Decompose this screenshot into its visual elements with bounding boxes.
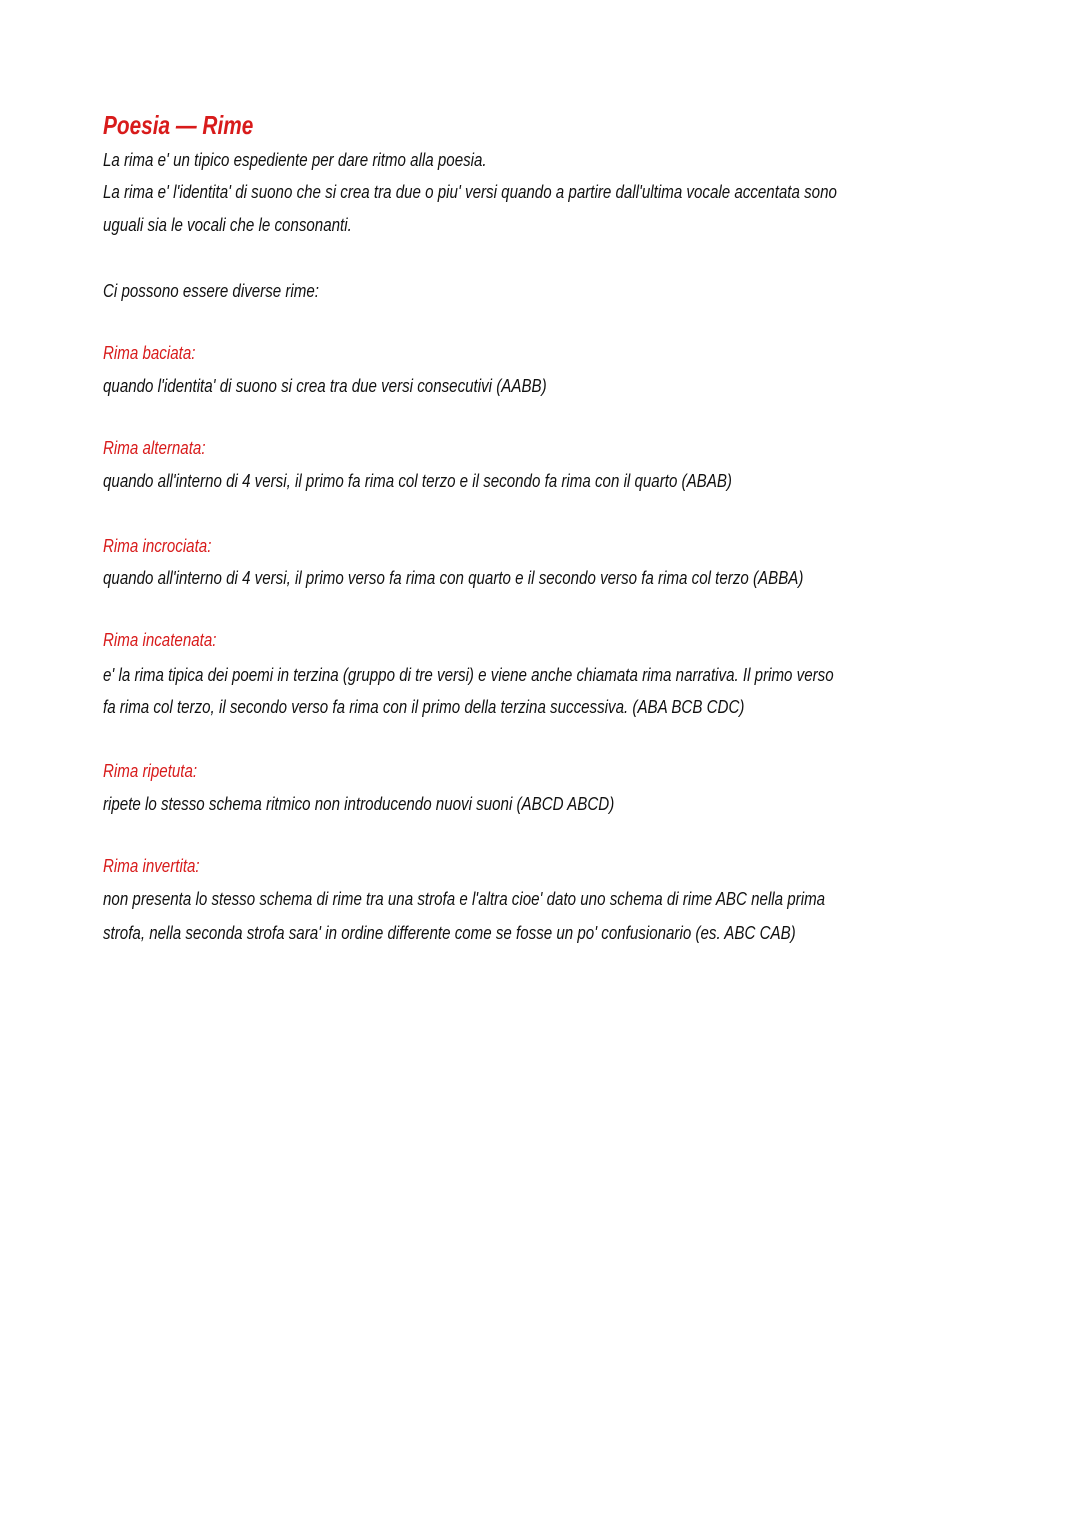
lead-text: Ci possono essere diverse rime: (103, 281, 319, 301)
section-text: quando all'interno di 4 versi, il primo verso fa rima con quarto e il secondo verso fa rima col terzo (ABBA) (103, 568, 804, 588)
section-text: non presenta lo stesso schema di rime tra una strofa e l'altra cioe' dato uno schema di rime ABC nella prima (103, 889, 826, 909)
section-text: ripete lo stesso schema ritmico non introducendo nuovi suoni (ABCD ABCD) (103, 794, 615, 814)
intro-line: La rima e' l'identita' di suono che si crea tra due o piu' versi quando a partire dall'ultima vocale accentata sono (103, 182, 837, 202)
section-text: quando all'interno di 4 versi, il primo fa rima col terzo e il secondo fa rima con il quarto (ABAB) (103, 471, 732, 491)
intro-line: La rima e' un tipico espediente per dare ritmo alla poesia. (103, 150, 487, 170)
section-heading: Rima invertita: (103, 856, 200, 876)
section-text: strofa, nella seconda strofa sara' in ordine differente come se fosse un po' confusionario (es. ABC CAB) (103, 923, 796, 943)
page-title: Poesia — Rime (103, 110, 254, 140)
section-heading: Rima alternata: (103, 438, 206, 458)
intro-line: uguali sia le vocali che le consonanti. (103, 215, 352, 235)
section-text: quando l'identita' di suono si crea tra due versi consecutivi (AABB) (103, 376, 547, 396)
section-text: fa rima col terzo, il secondo verso fa rima con il primo della terzina successiva. (ABA BCB CDC) (103, 697, 745, 717)
section-heading: Rima ripetuta: (103, 761, 198, 781)
section-heading: Rima incatenata: (103, 630, 217, 650)
section-heading: Rima incrociata: (103, 536, 212, 556)
section-heading: Rima baciata: (103, 343, 196, 363)
section-text: e' la rima tipica dei poemi in terzina (gruppo di tre versi) e viene anche chiamata rima narrativa. Il primo verso (103, 665, 834, 685)
